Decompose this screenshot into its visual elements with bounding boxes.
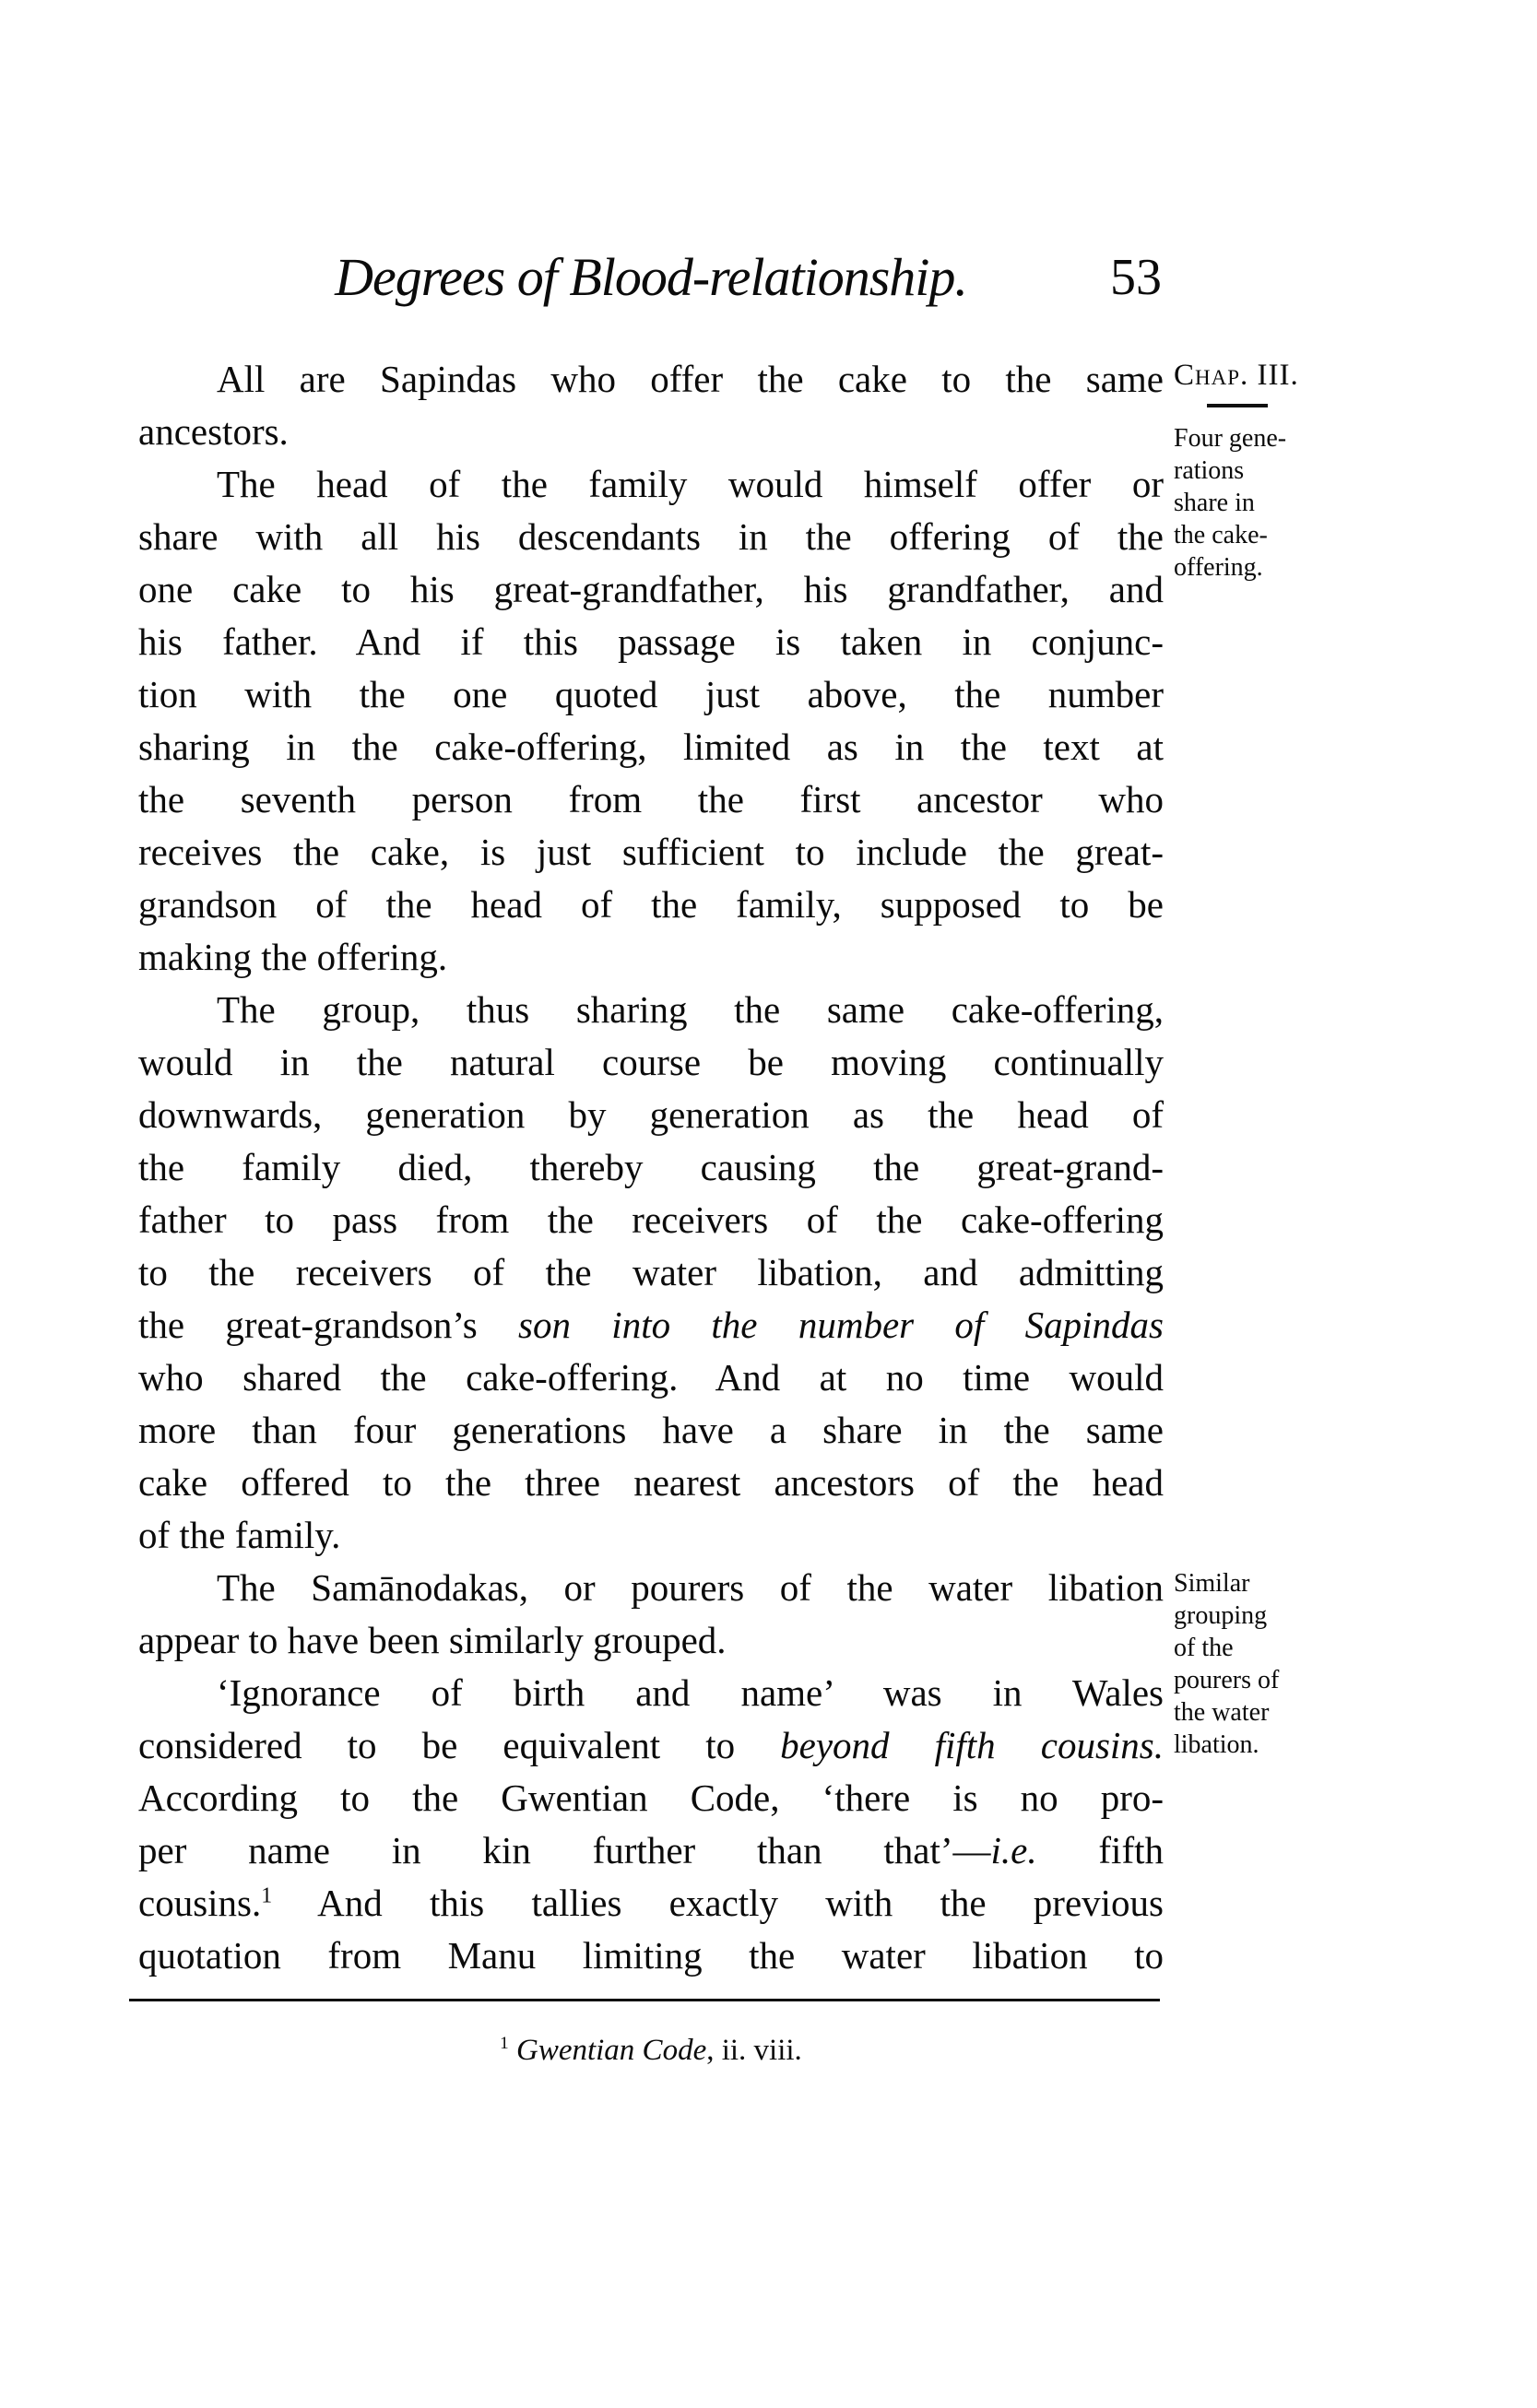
- body-line: [138, 1036, 1164, 1089]
- body-text: And this tallies exactly with the previous: [272, 1882, 1164, 1924]
- body-text: ‘Ignorance of birth and name’ was in Wales: [217, 1671, 1164, 1714]
- margin-note-line: the water: [1174, 1698, 1270, 1727]
- body-text: the family died, thereby causing the great-grand-: [138, 1146, 1164, 1188]
- body-line: [138, 406, 1164, 458]
- body-line: [138, 1509, 1164, 1562]
- body-line: [138, 563, 1164, 616]
- margin-note-line: the cake-: [1174, 521, 1268, 549]
- body-line: [138, 1667, 1164, 1719]
- body-text: tion with the one quoted just above, the number: [138, 673, 1164, 715]
- margin-note-line: of the: [1174, 1634, 1234, 1662]
- body-line: [138, 1404, 1164, 1457]
- body-line: [138, 1457, 1164, 1509]
- body-text: more than four generations have a share in the same: [138, 1409, 1164, 1451]
- body-text: sharing in the cake-offering, limited as in the text at: [138, 726, 1164, 768]
- body-line: [138, 826, 1164, 879]
- body-text: fifth: [1036, 1829, 1164, 1871]
- body-text: The head of the family would himself offer or: [217, 463, 1164, 505]
- footnote-reference-marker: 1: [261, 1883, 273, 1908]
- body-text: ancestors.: [138, 410, 289, 453]
- body-line: [138, 1930, 1164, 1982]
- body-text: The Samānodakas, or pourers of the water libation: [217, 1566, 1164, 1609]
- body-line: [138, 1352, 1164, 1404]
- margin-note-similar-grouping-lines: [1174, 1567, 1386, 1761]
- body-line: [138, 1877, 1164, 1930]
- body-line: [138, 1299, 1164, 1352]
- body-text-italic: son into the number of Sapindas: [518, 1304, 1165, 1346]
- body-line: [138, 511, 1164, 563]
- margin-note-line: Similar: [1174, 1569, 1250, 1598]
- body-text: making the offering.: [138, 936, 448, 978]
- footnote: [138, 2030, 1164, 2071]
- body-line: [138, 1562, 1164, 1614]
- margin-note-line: rations: [1174, 456, 1245, 485]
- body-line: [138, 668, 1164, 721]
- page-number: 53: [1110, 249, 1162, 306]
- margin-note-line: pourers of: [1174, 1666, 1280, 1694]
- footnote-rule: [129, 1999, 1160, 2001]
- body-line: [138, 984, 1164, 1036]
- body-line: [138, 458, 1164, 511]
- body-line: [138, 721, 1164, 773]
- body-text: grandson of the head of the family, supposed to be: [138, 883, 1164, 926]
- body-line: [138, 1614, 1164, 1667]
- margin-note-line: offering.: [1174, 553, 1263, 582]
- body-text: According to the Gwentian Code, ‘there is no pro-: [138, 1776, 1164, 1819]
- body-line: [138, 1772, 1164, 1824]
- body-line: [138, 931, 1164, 984]
- body-line: [138, 1246, 1164, 1299]
- body-line: [138, 1719, 1164, 1772]
- body-text: would in the natural course be moving continually: [138, 1041, 1164, 1083]
- body-text: one cake to his great-grandfather, his grandfather, and: [138, 568, 1164, 610]
- body-line: [138, 1089, 1164, 1141]
- body-text: quotation from Manu limiting the water libation to: [138, 1934, 1164, 1977]
- body-text: the seventh person from the first ancestor who: [138, 778, 1164, 820]
- body-text: per name in kin further than that’—: [138, 1829, 991, 1871]
- body-text: receives the cake, is just sufficient to include the great-: [138, 831, 1164, 873]
- body-text: father to pass from the receivers of the cake-offering: [138, 1198, 1164, 1241]
- margin-note-line: grouping: [1174, 1601, 1268, 1630]
- body-line: [138, 1141, 1164, 1194]
- body-text-italic: beyond fifth cousins.: [780, 1724, 1164, 1766]
- page-header: [138, 245, 1164, 319]
- body-line: [138, 616, 1164, 668]
- chapter-heading: Chap. III.: [1174, 359, 1299, 392]
- body-text: of the family.: [138, 1514, 341, 1556]
- body-text: The group, thus sharing the same cake-offering,: [217, 988, 1164, 1031]
- footnote-source: Gwentian Code: [515, 2034, 707, 2067]
- margin-note-similar-grouping: [1174, 1567, 1386, 1761]
- footnote-marker: 1: [500, 2034, 509, 2053]
- body-line: [138, 879, 1164, 931]
- body-text-italic: i.e.: [990, 1829, 1037, 1871]
- body-text: who shared the cake-offering. And at no time would: [138, 1356, 1164, 1399]
- body-text: the great-grandson’s: [138, 1304, 519, 1346]
- body-text: considered to be equivalent to: [138, 1724, 781, 1766]
- margin-note-line: Four gene-: [1174, 424, 1287, 453]
- body-text: share with all his descendants in the offering of the: [138, 515, 1164, 558]
- body-text: appear to have been similarly grouped.: [138, 1619, 727, 1661]
- body-text: All are Sapindas who offer the cake to the same: [217, 358, 1164, 400]
- body-text-column: [138, 353, 1164, 1982]
- chapter-rule: [1207, 404, 1268, 407]
- body-text: cousins.: [138, 1882, 262, 1924]
- margin-note-line: libation.: [1174, 1730, 1259, 1759]
- body-line: [138, 353, 1164, 406]
- body-text: cake offered to the three nearest ancestors of the head: [138, 1461, 1164, 1504]
- body-line: [138, 773, 1164, 826]
- body-line: [138, 1824, 1164, 1877]
- body-text: his father. And if this passage is taken in conjunc-: [138, 620, 1164, 663]
- body-text: to the receivers of the water libation, and admitting: [138, 1251, 1164, 1293]
- margin-note-chapter: [1174, 358, 1386, 584]
- running-title: Degrees of Blood-relationship.: [335, 247, 967, 307]
- margin-note-line: share in: [1174, 489, 1255, 517]
- margin-note-four-generations: [1174, 422, 1386, 584]
- body-text: downwards, generation by generation as the head of: [138, 1093, 1164, 1136]
- body-line: [138, 1194, 1164, 1246]
- footnote-reference: , ii. viii.: [706, 2034, 802, 2067]
